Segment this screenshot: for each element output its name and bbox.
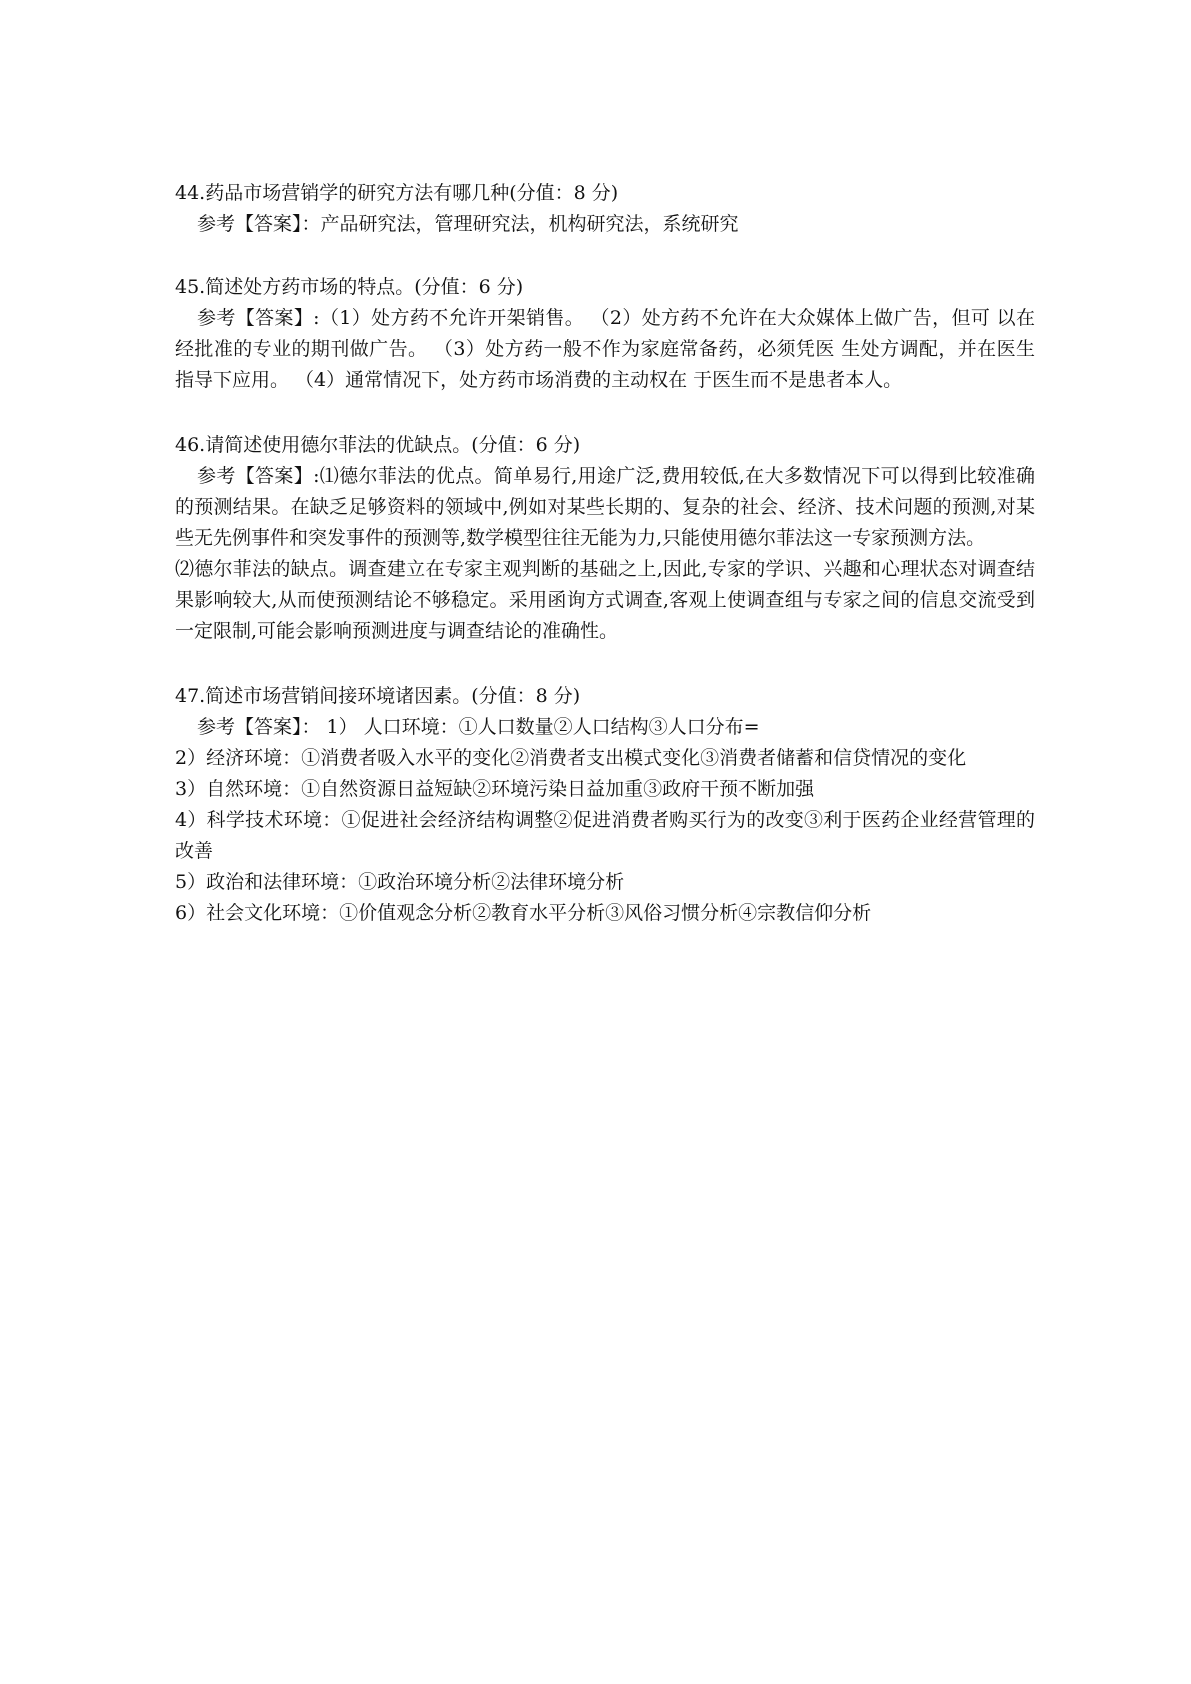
question-title: 47.简述市场营销间接环境诸因素。(分值：8 分) [175, 685, 581, 707]
answer-line: 5）政治和法律环境：①政治环境分析②法律环境分析 [175, 871, 625, 893]
question-45 [175, 272, 1035, 396]
question-47 [175, 681, 1035, 929]
answer-line: 2）经济环境：①消费者吸入水平的变化②消费者支出模式变化③消费者储蓄和信贷情况的变化 [175, 747, 967, 769]
question-44 [175, 178, 1035, 240]
answer-paragraph: ⑵德尔菲法的缺点。调查建立在专家主观判断的基础之上,因此,专家的学识、兴趣和心理状态对调查结果影响较大,从而使预测结论不够稳定。采用函询方式调查,客观上使调查组与专家之间的信息交流受到一定限制,可能会影响预测进度与调查结论的准确性。 [175, 558, 1035, 642]
question-title: 46.请简述使用德尔菲法的优缺点。(分值：6 分) [175, 434, 581, 456]
answer-line: 6）社会文化环境：①价值观念分析②教育水平分析③风俗习惯分析④宗教信仰分析 [175, 902, 872, 924]
answer-line: 4）科学技术环境：①促进社会经济结构调整②促进消费者购买行为的改变③利于医药企业经营管理的改善 [175, 809, 1035, 862]
question-46 [175, 430, 1035, 647]
answer-line: 3）自然环境：①自然资源日益短缺②环境污染日益加重③政府干预不断加强 [175, 778, 815, 800]
answer-line: 参考【答案】： 1） 人口环境：①人口数量②人口结构③人口分布= [197, 716, 760, 738]
answer-paragraph: 参考【答案】：产品研究法，管理研究法，机构研究法，系统研究 [197, 213, 739, 235]
question-title: 44.药品市场营销学的研究方法有哪几种(分值：8 分) [175, 182, 619, 204]
answer-paragraph: 参考【答案】:⑴德尔菲法的优点。简单易行,用途广泛,费用较低,在大多数情况下可以得到比较准确的预测结果。在缺乏足够资料的领域中,例如对某些长期的、复杂的社会、经济、技术问题的预测,对某些无先例事件和突发事件的预测等,数学模型往往无能为力,只能使用德尔菲法这一专家预测方法。 [175, 465, 1035, 549]
question-title: 45.简述处方药市场的特点。(分值：6 分) [175, 276, 524, 298]
answer-paragraph: 参考【答案】:（1）处方药不允许开架销售。 （2）处方药不允许在大众媒体上做广告，但可 以在经批准的专业的期刊做广告。 （3）处方药一般不作为家庭常备药，必须凭医 生处方调配，并在医生指导下应用。 （4）通常情况下，处方药市场消费的主动权在 于医生而不是患者本人。 [175, 307, 1035, 391]
document-page [175, 178, 1035, 929]
